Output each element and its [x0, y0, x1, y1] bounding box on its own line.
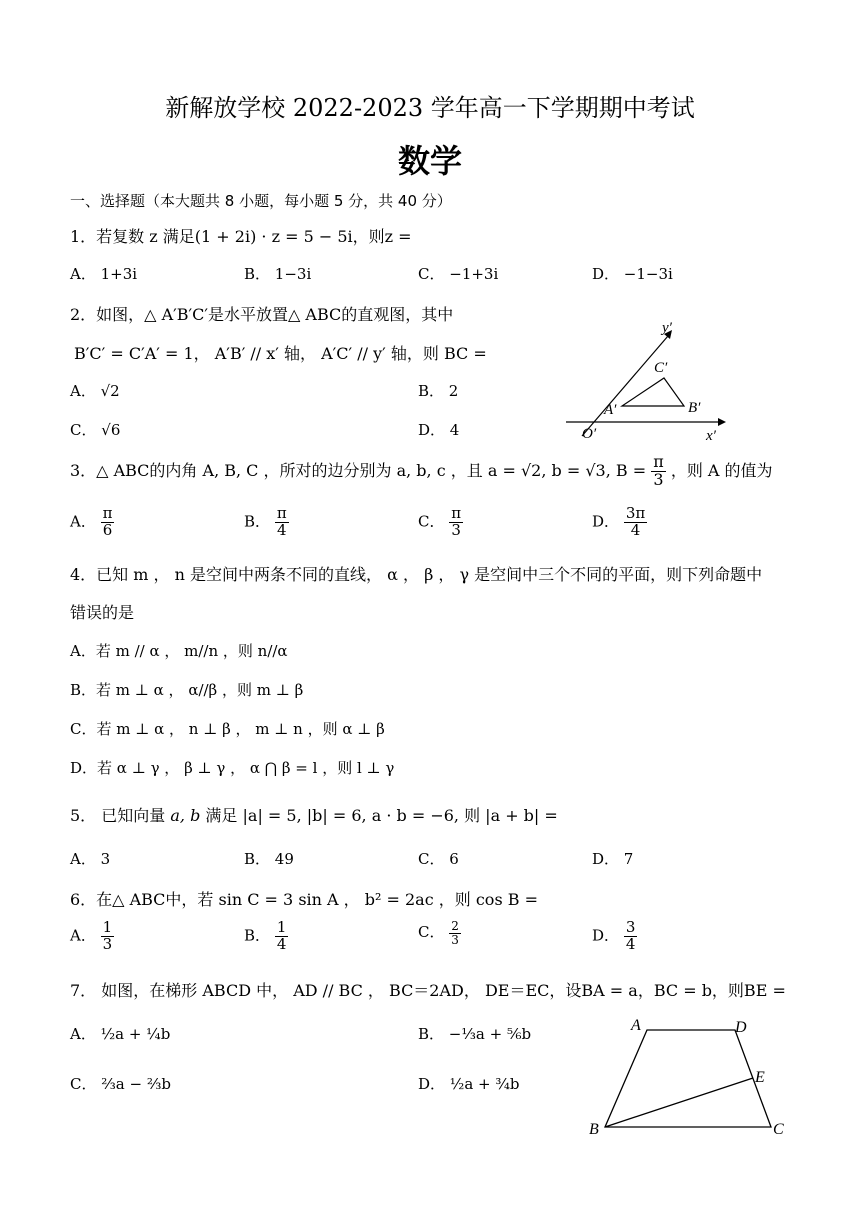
question-5-option-c: C． 6 [418, 850, 459, 868]
question-5-option-a: A． 3 [70, 850, 111, 868]
question-1-option-c: C． −1+3i [418, 265, 499, 283]
x-axis-arrow-icon [718, 418, 726, 426]
segment-be [605, 1078, 753, 1127]
question-4-stem-line1: 4．已知 m ， n 是空间中两条不同的直线， α ， β ， γ 是空间中三个不同的平面，则下列命题中 [70, 565, 763, 584]
vertex-d-label: D [735, 1019, 747, 1036]
question-1-stem: 1．若复数 z 满足(1 + 2i) · z = 5 − 5i，则z = [70, 227, 412, 246]
question-2-option-a: A． √2 [70, 382, 120, 400]
vertex-c-label: C [773, 1121, 784, 1138]
question-3-option-c: C． $\frac{\pi}{3}$ [418, 504, 462, 539]
question-6-stem: 6．在△ ABC中，若 sin C = 3 sin A ， b² = 2ac ，则 cos B = [70, 890, 538, 909]
question-3-option-a: A． $\frac{\pi}{6}$ [70, 504, 113, 539]
question-4-option-c: C．若 m ⊥ α ， n ⊥ β ， m ⊥ n ，则 α ⊥ β [70, 720, 385, 738]
question-4-option-a: A．若 m // α ， m//n ，则 n//α [70, 642, 288, 660]
question-6-option-d: D． $\frac{3}{4}$ [592, 918, 636, 953]
x-axis-label: x′ [706, 428, 716, 444]
question-2-stem-line1: 2．如图，△ A′B′C′是水平放置△ ABC的直观图，其中 [70, 305, 454, 324]
question-1-option-a: A． 1+3i [70, 265, 138, 283]
vertex-a-label: A′ [604, 402, 617, 418]
sqrt-2: √2 [100, 382, 120, 400]
fraction-pi-over-3: $\frac{\pi}{3}$ [653, 452, 664, 489]
trapezoid-abcd [605, 1030, 771, 1127]
question-6-option-a: A． $\frac{1}{3}$ [70, 918, 113, 953]
vertex-b-label: B′ [688, 400, 701, 416]
triangle-abc [622, 378, 684, 406]
question-4-option-d: D．若 α ⊥ γ ， β ⊥ γ ， α ⋂ β = l ，则 l ⊥ γ [70, 759, 395, 777]
vertex-a-label: A [631, 1017, 641, 1034]
vertex-c-label: C′ [654, 360, 668, 376]
trapezoid-figure [585, 1012, 795, 1142]
vertex-b-label: B [589, 1121, 599, 1138]
question-4-option-b: B．若 m ⊥ α ， α//β ，则 m ⊥ β [70, 681, 304, 699]
question-3-option-b: B． $\frac{\pi}{4}$ [244, 504, 287, 539]
question-6-option-c: C． $\frac{2}{3}$ [418, 919, 459, 947]
question-5-option-d: D． 7 [592, 850, 634, 868]
origin-label: O′ [582, 426, 597, 442]
question-3-stem: 3．△ ABC的内角 A, B, C ，所对的边分别为 a, b, c ，且 a = √2, b = √3, B = $\frac{\pi}{3}$ ，则 A 的值为 [70, 452, 773, 489]
question-2-stem-line2: B′C′ = C′A′ = 1， A′B′ // x′ 轴， A′C′ // y′ 轴，则 BC = [74, 344, 487, 363]
question-1-option-b: B． 1−3i [244, 265, 312, 283]
question-2-option-c: C． √6 [70, 421, 121, 439]
y-axis-label: y′ [662, 320, 672, 336]
question-5-option-b: B． 49 [244, 850, 294, 868]
subject-title: 数学 [397, 142, 462, 180]
question-7-option-b: B． −⅓a + ⅚b [418, 1025, 532, 1043]
sqrt-6: √6 [101, 421, 121, 439]
question-2-option-b: B． 2 [418, 382, 459, 400]
oblique-projection-figure [560, 318, 730, 446]
question-5-stem: 5． 已知向量 a, b 满足 |a| = 5, |b| = 6, a · b = −6, 则 |a + b| = [70, 806, 558, 825]
question-1-option-d: D． −1−3i [592, 265, 673, 283]
point-e-label: E [755, 1069, 765, 1086]
question-7-option-a: A． ½a + ¼b [70, 1025, 171, 1043]
question-3-option-d: D． $\frac{3\pi}{4}$ [592, 504, 646, 539]
question-6-option-b: B． $\frac{1}{4}$ [244, 918, 287, 953]
question-7-option-d: D． ½a + ¾b [418, 1075, 520, 1093]
section-heading: 一、选择题（本大题共 8 小题，每小题 5 分，共 40 分） [70, 192, 452, 210]
exam-title: 新解放学校 2022-2023 学年高一下学期期中考试 [165, 94, 695, 122]
question-7-option-c: C． ⅔a − ⅔b [70, 1075, 171, 1093]
question-4-stem-line2: 错误的是 [70, 603, 135, 622]
question-7-stem: 7． 如图，在梯形 ABCD 中， AD // BC ， BC＝2AD， DE＝EC，设BA = a，BC = b，则BE = [70, 981, 786, 1000]
question-2-option-d: D． 4 [418, 421, 460, 439]
